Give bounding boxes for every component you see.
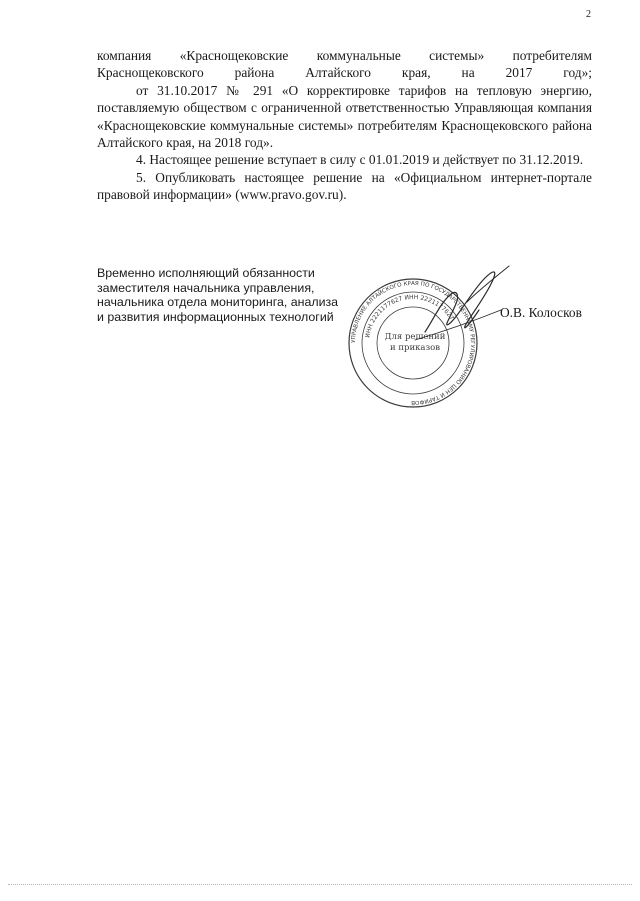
page-number: 2: [586, 9, 591, 20]
signer-title-line: Временно исполняющий обязанности: [97, 266, 315, 280]
paragraph-effective-date: 4. Настоящее решение вступает в силу с 01.01.2019 и действует по 31.12.2019.: [136, 152, 584, 168]
signer-title: [97, 266, 367, 324]
paragraph-decision-291: от 31.10.2017 № 291 «О корректировке тарифов на тепловую энергию, поставляемую обществом с ограниченной ответственностью Управляющая компания «Краснощековские коммунальные системы» потребителям Краснощековского района Алтайского края, на 2018 год».: [97, 82, 592, 151]
page-bottom-rule: [8, 884, 632, 885]
stamp-center-line: и приказов: [389, 343, 441, 353]
paragraph-publication: 5. Опубликовать настоящее решение на «Официальном интернет-портале правовой информации» (www.pravo.gov.ru).: [97, 169, 592, 203]
document-body: [97, 47, 592, 204]
stamp-numbers-text: ИНН 2221177627 ИНН 2221177627: [364, 293, 456, 339]
signer-title-line: заместителя начальника управления,: [97, 280, 315, 295]
signer-name: О.В. Колосков: [500, 305, 582, 320]
signer-title-line: начальника отдела мониторинга, анализа: [97, 295, 339, 310]
signer-title-line: и развития информационных технологий: [97, 309, 334, 324]
stamp-center-line: Для решений: [384, 332, 446, 342]
stamp-outer-text: УПРАВЛЕНИЕ АЛТАЙСКОГО КРАЯ ПО ГОСУДАРСТВЕННОМУ РЕГУЛИРОВАНИЮ ЦЕН И ТАРИФОВ: [350, 280, 476, 406]
paragraph-continuation: компания «Краснощековские коммунальные системы» потребителям Краснощековского района Алтайского края, на 2017 год»;: [97, 48, 592, 81]
